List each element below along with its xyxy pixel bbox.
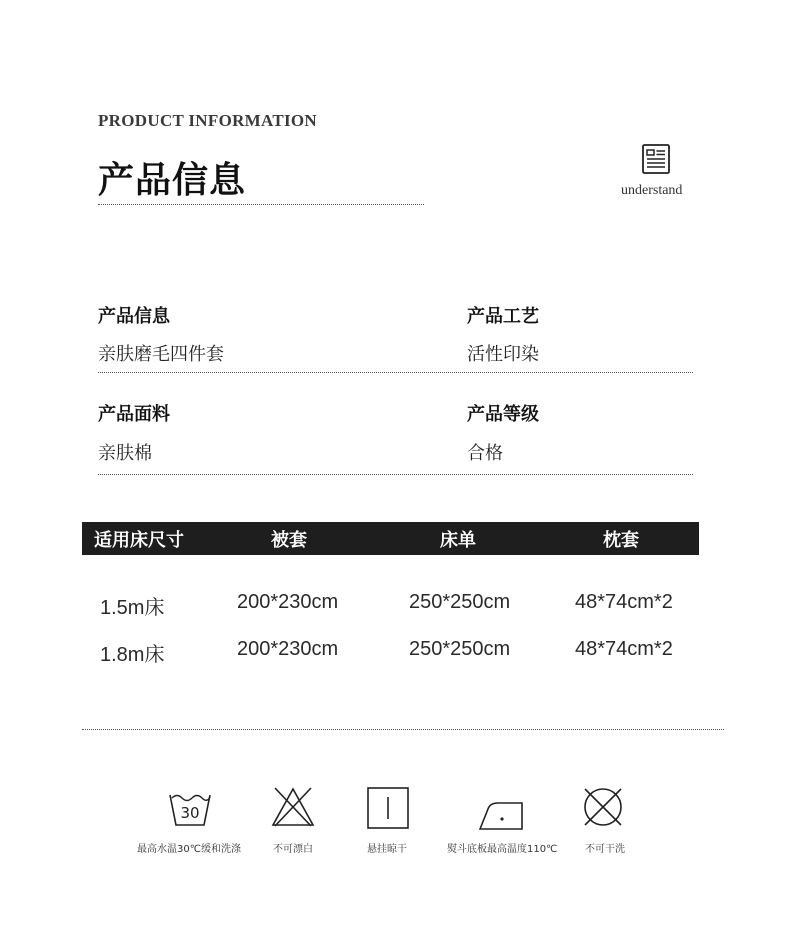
understand-label: understand [621, 183, 683, 198]
table-header-cell: 枕套 [603, 530, 639, 551]
care-label-wash: 最高水温30℃缓和洗涤 [137, 844, 241, 855]
table-cell: 48*74cm*2 [575, 638, 673, 660]
info-label-product: 产品信息 [98, 306, 170, 327]
table-cell: 200*230cm [237, 591, 339, 613]
page-title: 产品信息 [98, 160, 247, 201]
hang-dry-icon [367, 787, 409, 833]
care-label-dry-clean: 不可干洗 [585, 844, 625, 855]
title-divider [98, 204, 424, 205]
wash-temp-label: 30 [180, 804, 200, 822]
info-value-product: 亲肤磨毛四件套 [98, 344, 224, 365]
info-divider [98, 474, 693, 475]
info-label-fabric: 产品面料 [98, 404, 170, 425]
info-value-fabric: 亲肤棉 [98, 443, 152, 464]
info-label-grade: 产品等级 [467, 404, 539, 425]
info-label-process: 产品工艺 [467, 306, 539, 327]
wash-30-icon [168, 785, 212, 833]
table-header-cell: 床单 [440, 530, 476, 551]
table-header-cell: 被套 [271, 530, 307, 551]
table-cell: 250*250cm [409, 638, 511, 660]
iron-low-icon [478, 797, 524, 835]
table-cell: 1.8m床 [100, 644, 165, 666]
info-value-grade: 合格 [467, 443, 503, 464]
no-dry-clean-icon [581, 785, 625, 833]
no-bleach-icon [270, 785, 316, 833]
table-cell: 48*74cm*2 [575, 591, 673, 613]
size-table-header [82, 522, 699, 555]
document-icon [642, 144, 670, 174]
care-label-bleach: 不可漂白 [273, 844, 313, 855]
info-divider [98, 372, 693, 373]
info-value-process: 活性印染 [467, 344, 539, 365]
table-cell: 200*230cm [237, 638, 339, 660]
eyebrow-text: PRODUCT INFORMATION [98, 111, 317, 130]
table-header-cell: 适用床尺寸 [94, 530, 184, 551]
table-cell: 250*250cm [409, 591, 511, 613]
care-label-dry: 悬挂晾干 [367, 844, 407, 855]
table-cell: 1.5m床 [100, 597, 165, 619]
care-divider [82, 729, 724, 730]
care-label-iron: 熨斗底板最高温度110℃ [447, 844, 558, 855]
